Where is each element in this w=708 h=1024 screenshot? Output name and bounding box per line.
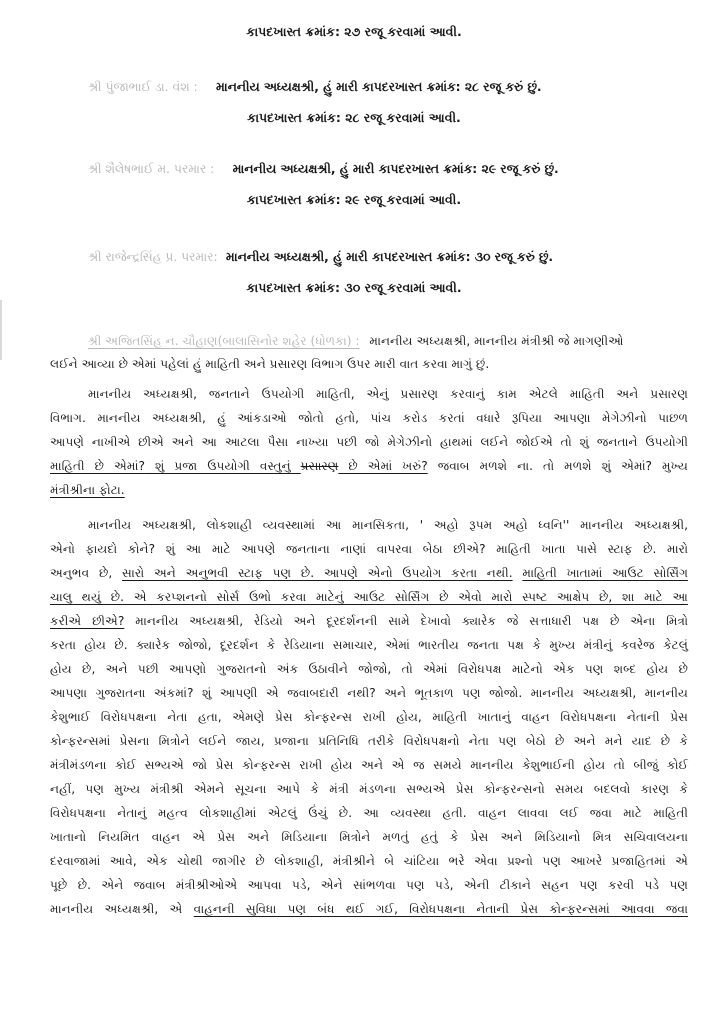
speech-p2-line-4: માહિતી છે એમાં? શું પ્રજા ઉપયોગી વસ્તુનું પ્રસારણ છે એમાં ખરું? જવાબ મળશે ના. તો મળશે શું એમાં? મુખ્ય bbox=[50, 459, 689, 473]
speech-p3-line-1: માનનીય અધ્યક્ષશ્રી, લોકશાહી વ્યવસ્થામાં આ માનસિકતા, ' અહો રૂપમ અહો ધ્વનિ'' માનનીય અધ્યક્ષશ્રી, bbox=[88, 518, 688, 532]
motion-30-heading: કાપદખાસ્ત ક્રમાંક: ૩૦ રજૂ કરવામાં આવી. bbox=[246, 280, 462, 295]
speech-p1-line-2: લઈને આવ્યા છે એમાં પહેલાં હું માહિતી અને પ્રસારણ વિભાગ ઉપર મારી વાત કરવા માગું છું. bbox=[50, 357, 490, 371]
speech-p3-line-15: દરવાજામાં આવે, એક ચોથી જાગીર છે લોકશાહી, મંત્રીશ્રીને બે ચાંટિયા ભરે એવા પ્રશ્નો પણ આખરે પ્રજાહિતમાં એ bbox=[50, 854, 688, 868]
speech-p3-line-4: ચાલુ થયું છે. એ કરપ્શનનો સોર્સ ઉભો કરવા માટેનું આઉટ સોર્સિંગ છે એવો મારો સ્પષ્ટ આક્ષેપ છે, શા માટે આ bbox=[50, 590, 688, 604]
motion-30-line bbox=[88, 250, 553, 265]
speech-p3-line-10: કોન્ફરન્સમાં પ્રેસના મિત્રોને લઈને જાય, પ્રજાના પ્રતિનિધિ તરીકે વિરોધપક્ષનો નેતા પણ બેઠો છે અને મને યાદ છે કે bbox=[50, 734, 688, 748]
speech-p3-line-5: કરીએ છીએ? માનનીય અધ્યક્ષશ્રી, રેડિયો અને દૂરદર્શનની સામે દેખાવો ક્યારેક જે સત્તાધારી પક્ષ છે એના મિત્રો bbox=[50, 614, 689, 628]
motion-29-heading: કાપદખાસ્ત ક્રમાંક: ૨૯ રજૂ કરવામાં આવી. bbox=[246, 192, 462, 207]
motion-28-line bbox=[88, 80, 542, 95]
motion-28-speaker: શ્રી પુંજાભાઈ ડા. વંશ : bbox=[88, 80, 198, 94]
scan-edge-mark bbox=[0, 300, 2, 360]
speech-p2-line-2: વિભાગ. માનનીય અધ્યક્ષશ્રી, હું આંકડાઓ જોતો હતો, પાંચ કરોડ કરતાં વધારે રૂપિયા આપણા મેગેઝીનો પાછળ bbox=[50, 411, 688, 425]
motion-28-text: માનનીય અધ્યક્ષશ્રી, હું મારી કાપદરખાસ્ત ક્રમાંક: ૨૮ રજૂ કરું છું. bbox=[215, 80, 542, 94]
motion-29-line bbox=[88, 162, 559, 177]
speech-p3-line-13: વિરોધપક્ષના નેતાનું મહત્વ લોકશાહીમાં એટલું ઉંચું છે. આ વ્યવસ્થા હતી. વાહન લાવવા લઈ જવા માટે માહિતી bbox=[50, 806, 688, 820]
speech-p2-line-5: મંત્રીશ્રીના ફોટા. bbox=[50, 483, 125, 497]
motion-27-heading: કાપદખાસ્ત ક્રમાંક: ૨૭ રજૂ કરવામાં આવી. bbox=[246, 24, 462, 39]
speech-p3-line-3: અનુભવ છે, સારો અને અનુભવી સ્ટાફ પણ છે. આપણે એનો ઉપયોગ કરતા નથી. માહિતી ખાતામાં આઉટ સોર્સિંગ bbox=[50, 566, 688, 580]
speech-p3-line-12: નહીં, પણ મુખ્ય મંત્રીશ્રી એમને સૂચના આપે કે મંત્રી મંડળના સભ્યએ પ્રેસ કોન્ફરન્સનો સમય બદલવો કારણ કે bbox=[50, 782, 688, 796]
speech-p2-line-1: માનનીય અધ્યક્ષશ્રી, જનતાને ઉપયોગી માહિતી, એનું પ્રસારણ કરવાનું કામ એટલે માહિતી અને પ્રસારણ bbox=[88, 387, 688, 401]
speech-p3-line-16: પૂછે છે. એને જવાબ મંત્રીશ્રીઓએ આપવા પડે, એને સાંભળવા પણ પડે, એની ટીકાને સહન પણ કરવી પડે પણ bbox=[50, 878, 688, 892]
speech-p3-line-11: મંત્રીમંડળના કોઈ સભ્યએ જો પ્રેસ કોન્ફરન્સ રાખી હોય અને એ જ સમયે માનનીય કેશુભાઈની હોય તો બીજું કોઈ bbox=[50, 758, 688, 772]
speech-p3-line-8: આપણા ગુજરાતના અંકમાં? શું આપણી એ જવાબદારી નથી? અને ભૂતકાળ પણ જોજો. માનનીય અધ્યક્ષશ્રી, માનનીય bbox=[50, 686, 688, 700]
motion-30-speaker: શ્રી રાજેન્દ્રસિંહ પ્ર. પરમાર: bbox=[88, 250, 218, 264]
motion-29-speaker: શ્રી શૈલેષભાઈ મ. પરમાર : bbox=[88, 162, 215, 176]
speech-p3-line-2: એનો ફાયદો કોને? શું આ માટે આપણે જનતાના નાણાં વાપરવા બેઠા છીએ? માહિતી ખાતા પાસે સ્ટાફ છે. મારો bbox=[50, 542, 688, 556]
motion-28-heading: કાપદખાસ્ત ક્રમાંક: ૨૮ રજૂ કરવામાં આવી. bbox=[247, 110, 461, 125]
speech-p3-line-9: કેશુભાઈ વિરોધપક્ષના નેતા હતા, એમણે પ્રેસ કોન્ફરન્સ રાખી હોય, માહિતી ખાતાનું વાહન વિરોધપક્ષના નેતાની પ્રેસ bbox=[50, 710, 688, 724]
motion-30-text: માનનીય અધ્યક્ષશ્રી, હું મારી કાપદરખાસ્ત ક્રમાંક: ૩૦ રજૂ કરું છું. bbox=[225, 250, 554, 264]
speaker-name: શ્રી અજિતસિંહ ન. ચૌહાણ(બાલાસિનોર શહેર (ધોળકા) : bbox=[88, 334, 360, 348]
speech-p3-line-14: ખાતાનો નિયમિત વાહન એ પ્રેસ અને મિડિયાના મિત્રોને મળતું હતું કે પ્રેસ અને મિડિયાનો મિત્ર સચિવાલયના bbox=[50, 830, 688, 844]
speech-p3-line-7: હોય છે, અને પછી આપણો ગુજરાતનો અંક ઉઠાવીને જોજો, તો એમાં વિરોધપક્ષ માટેનો એક પણ શબ્દ હોય છે bbox=[50, 662, 688, 676]
speech-p3-line-17: માનનીય અધ્યક્ષશ્રી, એ વાહનની સુવિધા પણ બંધ થઈ ગઈ, વિરોધપક્ષના નેતાની પ્રેસ કોન્ફરન્સમાં આવવા જવા bbox=[50, 902, 688, 916]
motion-29-text: માનનીય અધ્યક્ષશ્રી, હું મારી કાપદરખાસ્ત ક્રમાંક: ૨૯ રજૂ કરું છું. bbox=[232, 162, 559, 176]
speech-p3-line-6: કરતા હોય છે. ક્યારેક જોજો, દૂરદર્શન કે રેડિયાના સમાચાર, એમાં ભારતીય જનતા પક્ષ કે મુખ્ય મંત્રીનું કવરેજ કેટલું bbox=[50, 638, 688, 652]
speech-first-line: શ્રી અજિતસિંહ ન. ચૌહાણ(બાલાસિનોર શહેર (ધોળકા) : માનનીય અધ્યક્ષશ્રી, માનનીય મંત્રીશ્રી જે માગણીઓ bbox=[88, 334, 624, 348]
speech-p2-line-3: આપણે નાખીએ છીએ અને આ આટલા પૈસા નાખ્યા પછી જો મેગેઝીનો હાથમાં લઈને જોઈએ તો શું જનતાને ઉપયોગી bbox=[50, 435, 688, 449]
